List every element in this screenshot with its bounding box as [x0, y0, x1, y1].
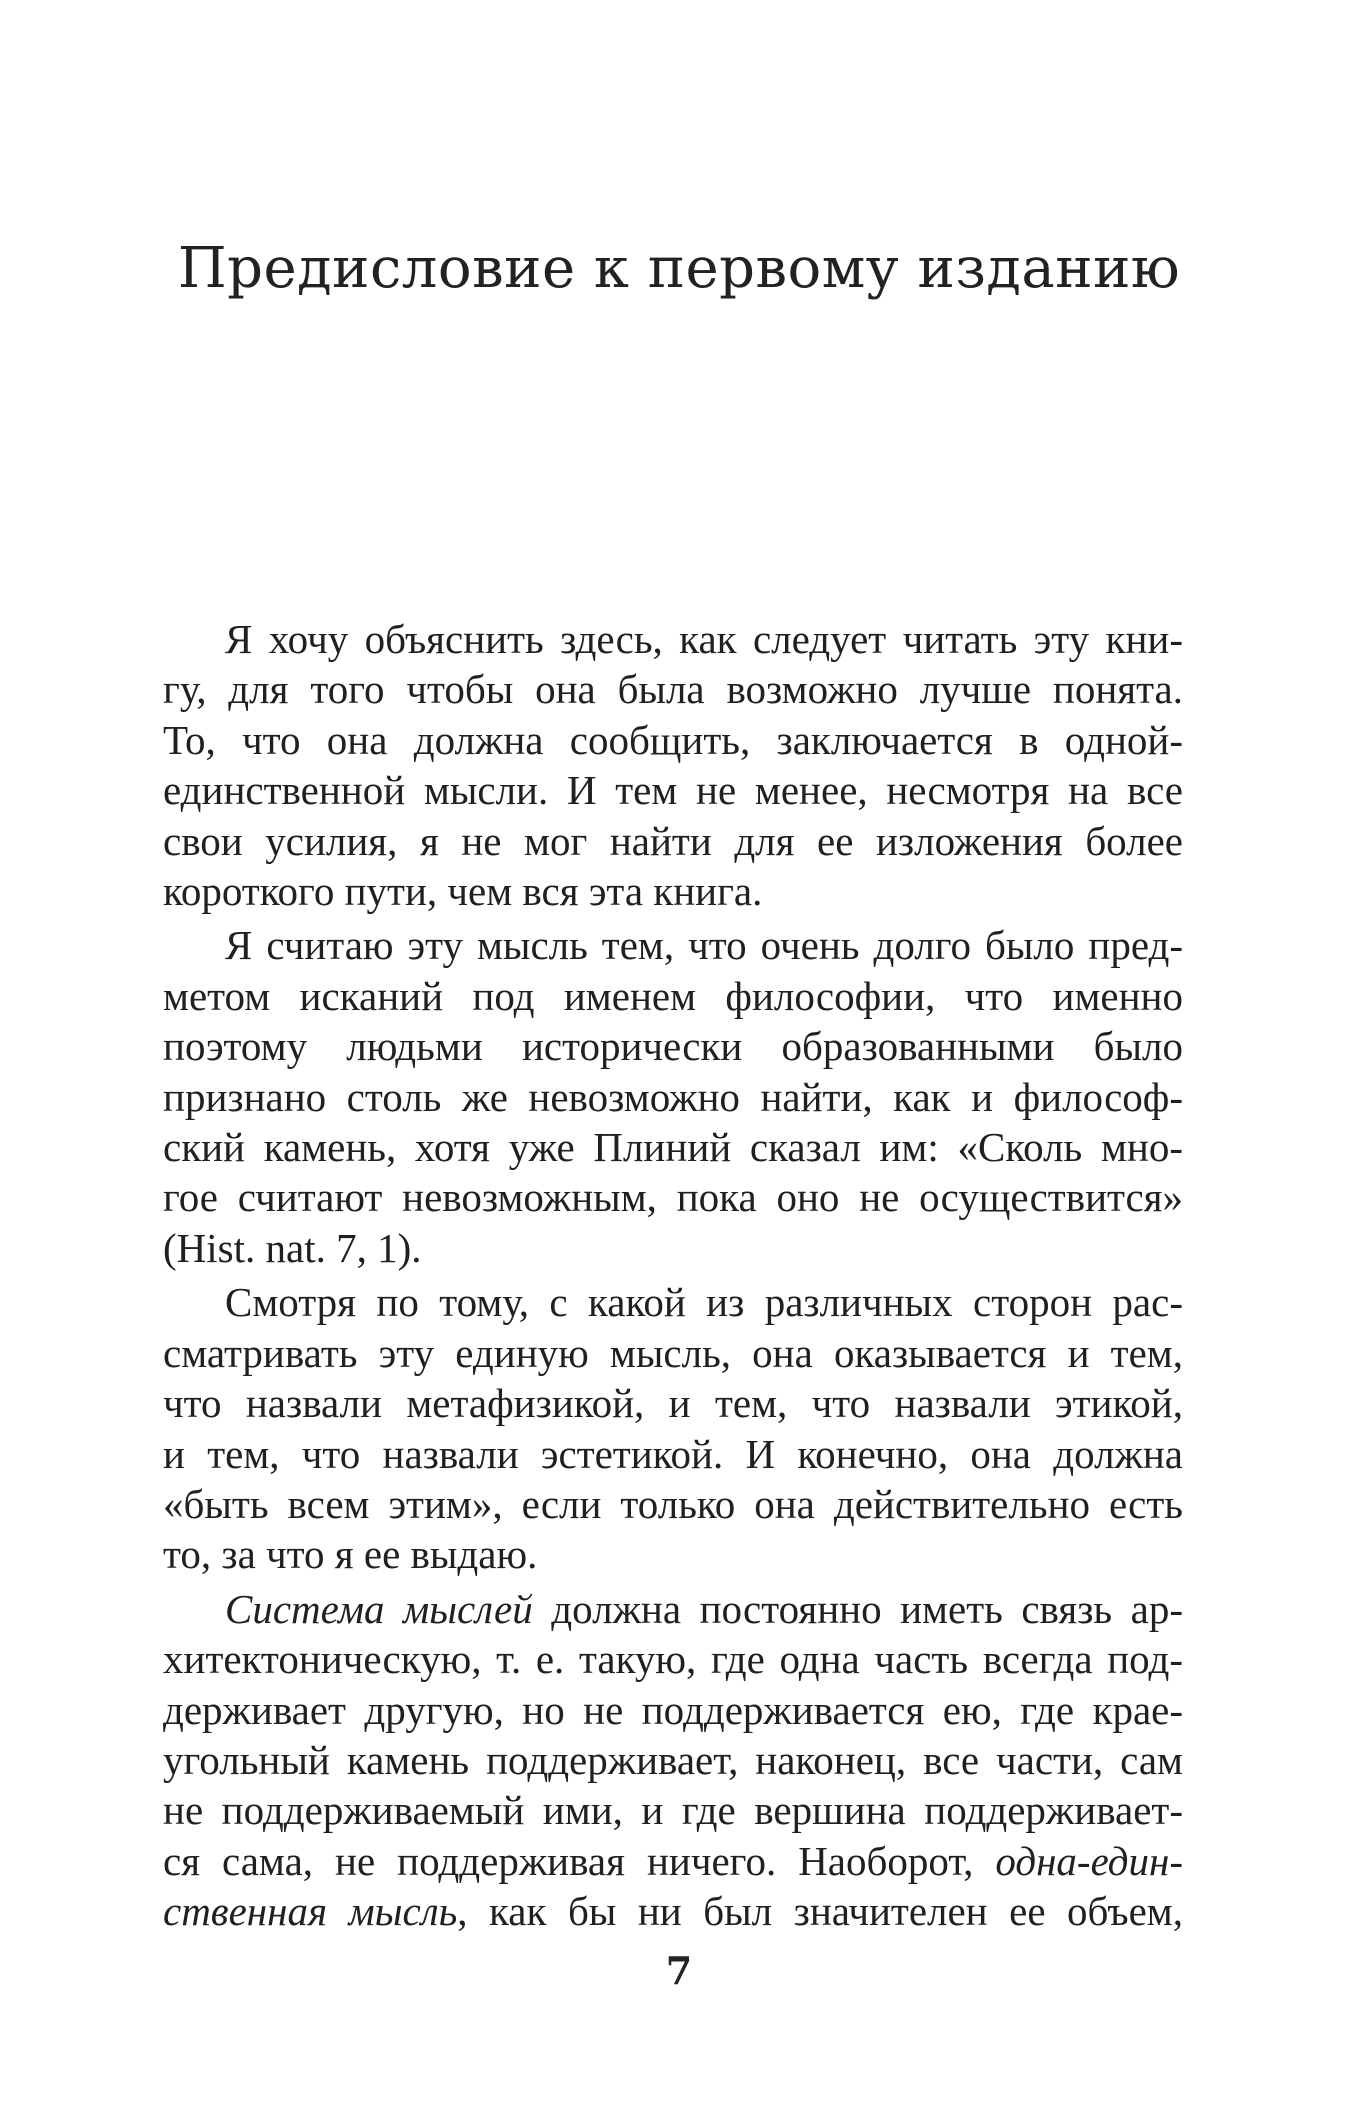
text-line: то, за что я ее выдаю. [163, 1531, 538, 1578]
italic-phrase: Система мыслей [225, 1585, 533, 1632]
text-fragment: , как бы ни был значителен ее объем, [457, 1888, 1183, 1935]
text-line: что назвали метафизикой, и тем, что назвали этикой, [163, 1380, 1183, 1427]
text-line: ский камень, хотя уже Плиний сказал им: «Сколь мно- [163, 1124, 1183, 1171]
text-line: хитектоническую, т. е. такую, где одна часть всегда под- [163, 1636, 1183, 1683]
text-line: не поддерживаемый ими, и где вершина поддерживает- [163, 1787, 1183, 1834]
italic-phrase: ственная мысль [163, 1888, 458, 1935]
text-line: единственной мысли. И тем не менее, несмотря на все [163, 767, 1183, 814]
text-line: Я считаю эту мысль тем, что очень долго было пред- [225, 922, 1183, 969]
paragraph [163, 1584, 1183, 1937]
text-line: (Hist. nat. 7, 1). [163, 1224, 422, 1271]
text-line: держивает другую, но не поддерживается ею, где крае- [163, 1686, 1183, 1733]
italic-phrase: одна-един- [995, 1837, 1183, 1884]
text-line: угольный камень поддерживает, наконец, все части, сам [163, 1736, 1183, 1783]
text-line: Я хочу объяснить здесь, как следует читать эту кни- [225, 616, 1183, 662]
text-line: признано столь же невозможно найти, как и философ- [163, 1073, 1183, 1120]
text-line: метом исканий под именем философии, что именно [163, 972, 1183, 1019]
text-line [163, 1584, 1183, 1634]
text-fragment: должна постоянно иметь связь ар- [532, 1585, 1183, 1632]
chapter-title: Предисловие к первому изданию [177, 236, 1181, 301]
body-text [163, 614, 1183, 1941]
text-line: короткого пути, чем вся эта книга. [163, 868, 763, 915]
text-line: «быть всем этим», если только она действительно есть [163, 1480, 1183, 1527]
text-fragment: ся сама, не поддерживая ничего. Наоборот, [163, 1837, 996, 1884]
text-line: гу, для того чтобы она была возможно лучше понята. [163, 666, 1183, 713]
text-line: гое считают невозможным, пока оно не осуществится» [163, 1174, 1183, 1221]
paragraph [163, 614, 1183, 916]
text-line [163, 1886, 1183, 1936]
text-line: и тем, что назвали эстетикой. И конечно, она должна [163, 1430, 1183, 1477]
text-line: свои усилия, я не мог найти для ее изложения более [163, 817, 1183, 864]
text-line: Смотря по тому, с какой из различных сторон рас- [225, 1279, 1183, 1326]
text-line [163, 1836, 1183, 1886]
paragraph [163, 920, 1183, 1273]
text-line: сматривать эту единую мысль, она оказывается и тем, [163, 1329, 1183, 1376]
text-line: поэтому людьми исторически образованными было [163, 1023, 1183, 1070]
page-number: 7 [665, 1948, 693, 1993]
paragraph [163, 1277, 1183, 1579]
text-line: То, что она должна сообщить, заключается в одной- [163, 716, 1183, 763]
